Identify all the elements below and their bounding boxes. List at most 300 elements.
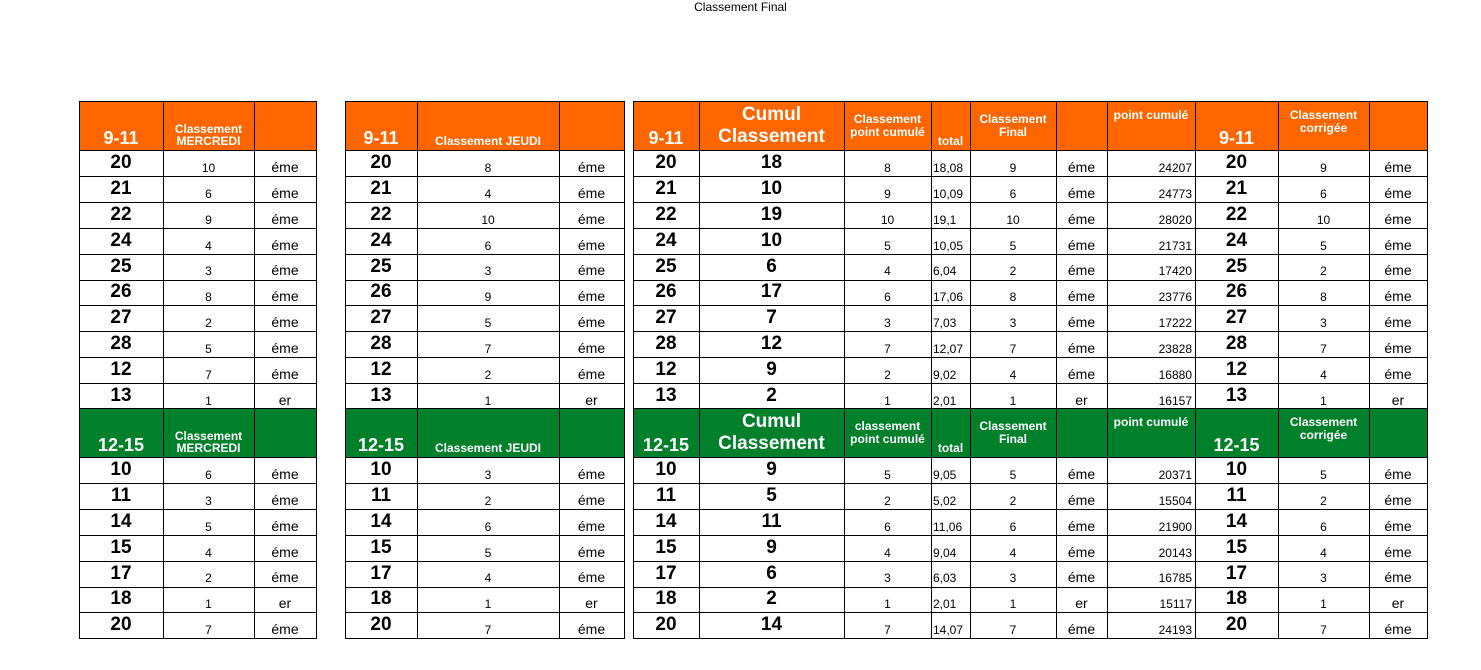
header-cumul-j-1: Cumul Classement bbox=[699, 408, 844, 457]
cell-fin-s0-r0-m: 9 bbox=[1009, 160, 1017, 175]
cell-n-s1-r4-e: 17 bbox=[370, 562, 392, 584]
cell-pts-s0-r2-o: 28020 bbox=[1158, 212, 1192, 227]
cell-cpc-s0-r4-k: 4 bbox=[884, 264, 891, 279]
cell-fin-s0-r3-m: 5 bbox=[1009, 238, 1017, 253]
cell-tot-s0-r2-l: 19,1 bbox=[933, 212, 957, 227]
cell-cum-s0-r1-j: 10 bbox=[760, 177, 783, 199]
header-blank-c-1 bbox=[254, 408, 316, 457]
cell-jeu_s-s0-r8-g: éme bbox=[577, 366, 606, 383]
cell-cor-s0-r7-q: 7 bbox=[1320, 342, 1327, 357]
cell-cum-s1-r4-j: 6 bbox=[766, 562, 777, 584]
cell-n-s0-r2-i: 22 bbox=[655, 203, 677, 225]
header-jeudi-f-1: Classement JEUDI bbox=[417, 408, 559, 457]
cell-cor-s1-r5-q: 1 bbox=[1320, 597, 1327, 612]
cell-mer_s-s0-r5-c: éme bbox=[271, 288, 299, 305]
cell-cpc-s0-r9-k: 1 bbox=[884, 393, 891, 408]
cell-cpc-s0-r5-k: 6 bbox=[884, 290, 891, 305]
cell-n-s0-r4-i: 25 bbox=[655, 255, 677, 277]
header-point_cumule-o-0: point cumulé bbox=[1107, 101, 1195, 150]
cell-n-s1-r1-e: 11 bbox=[370, 484, 392, 506]
cell-fin-s0-r6-m: 3 bbox=[1009, 316, 1017, 331]
cell-mer-s1-r0-b: 6 bbox=[205, 467, 212, 482]
header-group-p-0: 9-11 bbox=[1195, 101, 1278, 150]
cell-n-s1-r0-a: 10 bbox=[110, 458, 132, 480]
cell-cor_s-s0-r8-r: éme bbox=[1384, 366, 1412, 383]
cell-jeu-s1-r0-f: 3 bbox=[484, 467, 492, 482]
cell-n-s0-r1-i: 21 bbox=[655, 177, 677, 199]
cell-fin_s-s1-r2-n: éme bbox=[1067, 517, 1096, 534]
cell-tot-s1-r4-l: 6,03 bbox=[933, 571, 957, 586]
cell-cum-s1-r2-j: 11 bbox=[761, 510, 782, 532]
cell-jeu_s-s0-r5-g: éme bbox=[577, 288, 606, 305]
cell-n-s0-r7-e: 28 bbox=[370, 333, 392, 355]
cell-fin-s1-r2-m: 6 bbox=[1009, 519, 1017, 534]
cell-n-s0-r0-p: 20 bbox=[1225, 151, 1248, 173]
cell-cor_s-s0-r3-r: éme bbox=[1384, 236, 1412, 253]
cell-fin_s-s0-r7-n: éme bbox=[1067, 340, 1096, 357]
cell-cpc-s0-r1-k: 9 bbox=[884, 186, 891, 201]
cell-n-s0-r6-a: 27 bbox=[110, 307, 132, 329]
cell-tot-s0-r7-l: 12,07 bbox=[933, 342, 964, 357]
cell-n-s1-r3-p: 15 bbox=[1225, 536, 1248, 558]
cell-cpc-s0-r0-k: 8 bbox=[884, 160, 891, 175]
cell-mer_s-s0-r6-c: éme bbox=[271, 314, 299, 331]
cell-cor_s-s1-r3-r: éme bbox=[1384, 543, 1412, 560]
cell-tot-s0-r4-l: 6,04 bbox=[933, 264, 957, 279]
cell-cum-s0-r4-j: 6 bbox=[766, 255, 777, 277]
header-total-l-0: total bbox=[931, 101, 970, 150]
cell-fin_s-s1-r0-n: éme bbox=[1067, 465, 1096, 482]
cell-n-s1-r3-i: 15 bbox=[655, 536, 677, 558]
header-final-m-1: Classement Final bbox=[970, 408, 1056, 457]
cell-cpc-s1-r0-k: 5 bbox=[884, 467, 891, 482]
cell-jeu_s-s1-r0-g: éme bbox=[577, 465, 606, 482]
header-point_cumule_classement-k-0: Classement point cumulé bbox=[844, 101, 931, 150]
cell-n-s0-r0-e: 20 bbox=[370, 151, 392, 173]
cell-tot-s1-r1-l: 5,02 bbox=[933, 493, 957, 508]
cell-n-s0-r0-i: 20 bbox=[655, 151, 677, 173]
cell-n-s1-r6-a: 20 bbox=[110, 614, 132, 636]
header-blank-g-0 bbox=[559, 101, 624, 150]
cell-cor-s0-r3-q: 5 bbox=[1320, 238, 1327, 253]
cell-cor_s-s0-r2-r: éme bbox=[1384, 210, 1412, 227]
cell-mer_s-s1-r1-c: éme bbox=[271, 491, 299, 508]
cell-n-s1-r2-i: 14 bbox=[655, 510, 677, 532]
cell-n-s0-r5-i: 26 bbox=[655, 281, 677, 303]
cell-fin-s1-r4-m: 3 bbox=[1009, 571, 1017, 586]
cell-n-s1-r4-i: 17 bbox=[655, 562, 677, 584]
cell-fin_s-s0-r2-n: éme bbox=[1067, 210, 1096, 227]
cell-n-s0-r9-a: 13 bbox=[110, 385, 132, 407]
cell-cum-s0-r7-j: 12 bbox=[760, 333, 783, 355]
cell-jeu_s-s1-r3-g: éme bbox=[577, 543, 606, 560]
cell-jeu-s1-r1-f: 2 bbox=[484, 493, 492, 508]
cell-fin_s-s0-r9-n: er bbox=[1075, 391, 1088, 408]
cell-cum-s0-r0-j: 18 bbox=[760, 151, 783, 173]
cell-n-s1-r1-i: 11 bbox=[655, 484, 677, 506]
cell-fin-s1-r5-m: 1 bbox=[1009, 597, 1017, 612]
cell-cor_s-s1-r1-r: éme bbox=[1384, 491, 1412, 508]
cell-pts-s1-r3-o: 20143 bbox=[1158, 545, 1192, 560]
cell-jeu-s0-r4-f: 3 bbox=[484, 264, 492, 279]
cell-tot-s1-r6-l: 14,07 bbox=[933, 623, 964, 638]
cell-cor_s-s0-r5-r: éme bbox=[1384, 288, 1412, 305]
cell-mer_s-s1-r3-c: éme bbox=[271, 543, 299, 560]
cell-cor_s-s0-r0-r: éme bbox=[1384, 158, 1412, 175]
cell-pts-s0-r4-o: 17420 bbox=[1158, 264, 1192, 279]
cell-cum-s1-r3-j: 9 bbox=[766, 536, 777, 558]
cell-mer_s-s0-r7-c: éme bbox=[271, 340, 299, 357]
cell-n-s1-r4-a: 17 bbox=[110, 562, 132, 584]
cell-cor_s-s0-r6-r: éme bbox=[1384, 314, 1412, 331]
cell-cor-s0-r0-q: 9 bbox=[1320, 160, 1327, 175]
cell-fin-s0-r5-m: 8 bbox=[1009, 290, 1017, 305]
cell-jeu_s-s0-r1-g: éme bbox=[577, 184, 606, 201]
cell-n-s1-r5-i: 18 bbox=[655, 588, 677, 610]
cell-cpc-s0-r7-k: 7 bbox=[884, 342, 891, 357]
cell-fin-s1-r6-m: 7 bbox=[1009, 623, 1017, 638]
cell-fin_s-s0-r1-n: éme bbox=[1067, 184, 1096, 201]
cell-jeu_s-s1-r4-g: éme bbox=[577, 569, 606, 586]
cell-mer_s-s1-r2-c: éme bbox=[271, 517, 299, 534]
cell-n-s0-r7-a: 28 bbox=[110, 333, 132, 355]
cell-jeu-s0-r2-f: 10 bbox=[481, 212, 495, 227]
cell-pts-s0-r0-o: 24207 bbox=[1158, 160, 1192, 175]
cell-tot-s1-r2-l: 11,06 bbox=[933, 519, 963, 534]
cell-cor_s-s1-r4-r: éme bbox=[1384, 569, 1412, 586]
cell-mer-s0-r2-b: 9 bbox=[205, 212, 212, 227]
cell-cor-s0-r6-q: 3 bbox=[1320, 316, 1327, 331]
cell-fin-s0-r4-m: 2 bbox=[1009, 264, 1017, 279]
cell-cpc-s1-r2-k: 6 bbox=[884, 519, 891, 534]
cell-fin_s-s1-r6-n: éme bbox=[1067, 621, 1096, 638]
cell-n-s0-r1-p: 21 bbox=[1225, 177, 1248, 199]
cell-mer_s-s1-r4-c: éme bbox=[271, 569, 299, 586]
cell-fin_s-s0-r3-n: éme bbox=[1067, 236, 1096, 253]
cell-mer-s0-r0-b: 10 bbox=[201, 160, 216, 175]
cell-n-s0-r7-p: 28 bbox=[1225, 333, 1248, 355]
cell-n-s0-r2-p: 22 bbox=[1225, 203, 1248, 225]
header-final-m-0: Classement Final bbox=[970, 101, 1056, 150]
cell-mer-s0-r5-b: 8 bbox=[205, 290, 212, 305]
cell-tot-s0-r1-l: 10,09 bbox=[933, 186, 964, 201]
cell-n-s0-r6-i: 27 bbox=[655, 307, 677, 329]
cell-tot-s0-r5-l: 17,06 bbox=[933, 290, 964, 305]
cell-fin-s0-r2-m: 10 bbox=[1006, 212, 1020, 227]
cell-cor-s1-r0-q: 5 bbox=[1320, 467, 1327, 482]
cell-cpc-s1-r4-k: 3 bbox=[884, 571, 891, 586]
cell-pts-s0-r7-o: 23828 bbox=[1158, 342, 1192, 357]
header-mercredi-b-0: Classement MERCREDI bbox=[163, 101, 254, 150]
cell-tot-s0-r6-l: 7,03 bbox=[933, 316, 957, 331]
cell-cor-s0-r4-q: 2 bbox=[1320, 264, 1327, 279]
header-group-a-0: 9-11 bbox=[79, 101, 163, 150]
cell-fin_s-s1-r1-n: éme bbox=[1067, 491, 1096, 508]
header-blank-c-0 bbox=[254, 101, 316, 150]
cell-mer-s0-r4-b: 3 bbox=[205, 264, 212, 279]
header-total-l-1: total bbox=[931, 408, 970, 457]
cell-cor_s-s0-r9-r: er bbox=[1391, 391, 1405, 408]
cell-cor_s-s0-r4-r: éme bbox=[1384, 262, 1412, 279]
cell-fin_s-s1-r4-n: éme bbox=[1067, 569, 1096, 586]
cell-cpc-s1-r6-k: 7 bbox=[884, 623, 891, 638]
cell-mer_s-s1-r0-c: éme bbox=[271, 465, 299, 482]
cell-cor-s0-r1-q: 6 bbox=[1320, 186, 1327, 201]
cell-mer_s-s1-r5-c: er bbox=[278, 595, 292, 612]
cell-mer_s-s0-r3-c: éme bbox=[271, 236, 299, 253]
cell-cor_s-s1-r5-r: er bbox=[1391, 595, 1405, 612]
header-jeudi-f-0: Classement JEUDI bbox=[417, 101, 559, 150]
cell-fin_s-s0-r6-n: éme bbox=[1067, 314, 1096, 331]
cell-pts-s0-r5-o: 23776 bbox=[1158, 290, 1192, 305]
cell-jeu_s-s1-r1-g: éme bbox=[577, 491, 606, 508]
header-corrigee-q-1: Classement corrigée bbox=[1278, 408, 1369, 457]
cell-n-s1-r6-i: 20 bbox=[655, 614, 677, 636]
cell-n-s0-r9-i: 13 bbox=[655, 385, 677, 407]
cell-n-s0-r9-p: 13 bbox=[1225, 385, 1248, 407]
cell-jeu_s-s1-r6-g: éme bbox=[577, 621, 606, 638]
cell-pts-s1-r0-o: 20371 bbox=[1158, 467, 1192, 482]
page-title: Classement Final bbox=[694, 0, 787, 14]
cell-cor-s0-r9-q: 1 bbox=[1320, 393, 1327, 408]
cell-n-s0-r8-p: 12 bbox=[1225, 359, 1248, 381]
cell-cor_s-s1-r2-r: éme bbox=[1384, 517, 1412, 534]
cell-mer-s1-r4-b: 2 bbox=[205, 571, 212, 586]
cell-mer-s1-r3-b: 4 bbox=[205, 545, 212, 560]
cell-cor_s-s1-r0-r: éme bbox=[1384, 465, 1412, 482]
cell-n-s0-r5-p: 26 bbox=[1225, 281, 1248, 303]
cell-cor-s1-r2-q: 6 bbox=[1320, 519, 1327, 534]
cell-pts-s1-r1-o: 15504 bbox=[1158, 493, 1192, 508]
cell-mer-s1-r2-b: 5 bbox=[205, 519, 212, 534]
cell-cpc-s1-r5-k: 1 bbox=[884, 597, 891, 612]
header-corrigee-q-0: Classement corrigée bbox=[1278, 101, 1369, 150]
cell-jeu-s0-r3-f: 6 bbox=[484, 238, 492, 253]
cell-fin_s-s1-r5-n: er bbox=[1075, 595, 1088, 612]
cell-n-s1-r3-a: 15 bbox=[110, 536, 132, 558]
cell-jeu_s-s1-r5-g: er bbox=[585, 595, 598, 612]
cell-pts-s0-r8-o: 16880 bbox=[1158, 368, 1192, 383]
cell-jeu_s-s1-r2-g: éme bbox=[577, 517, 606, 534]
cell-mer_s-s0-r1-c: éme bbox=[271, 184, 299, 201]
cell-n-s0-r2-a: 22 bbox=[110, 203, 132, 225]
cell-cor-s1-r1-q: 2 bbox=[1320, 493, 1327, 508]
cell-cor-s0-r2-q: 10 bbox=[1316, 212, 1331, 227]
cell-mer-s0-r1-b: 6 bbox=[205, 186, 212, 201]
cell-cum-s0-r6-j: 7 bbox=[766, 307, 777, 329]
cell-jeu-s0-r0-f: 8 bbox=[484, 160, 492, 175]
cell-jeu-s1-r4-f: 4 bbox=[484, 571, 492, 586]
cell-jeu-s0-r7-f: 7 bbox=[484, 342, 492, 357]
header-group-e-0: 9-11 bbox=[345, 101, 417, 150]
cell-mer-s0-r6-b: 2 bbox=[205, 316, 212, 331]
cell-n-s0-r2-e: 22 bbox=[370, 203, 392, 225]
cell-n-s0-r8-e: 12 bbox=[370, 359, 392, 381]
cell-jeu-s0-r5-f: 9 bbox=[484, 290, 492, 305]
cell-jeu-s0-r6-f: 5 bbox=[484, 316, 492, 331]
header-group-a-1: 12-15 bbox=[79, 408, 163, 457]
cell-n-s0-r3-e: 24 bbox=[370, 229, 392, 251]
header-group-i-1: 12-15 bbox=[633, 408, 699, 457]
cell-jeu-s1-r2-f: 6 bbox=[484, 519, 492, 534]
cell-cum-s0-r9-j: 2 bbox=[766, 385, 777, 407]
cell-fin-s0-r1-m: 6 bbox=[1009, 186, 1017, 201]
cell-mer_s-s0-r8-c: éme bbox=[271, 366, 299, 383]
cell-tot-s0-r9-l: 2,01 bbox=[933, 393, 957, 408]
cell-mer-s0-r3-b: 4 bbox=[205, 238, 212, 253]
cell-jeu-s1-r6-f: 7 bbox=[484, 623, 492, 638]
header-cumul-j-0: Cumul Classement bbox=[699, 101, 844, 150]
cell-fin-s0-r9-m: 1 bbox=[1009, 393, 1017, 408]
cell-n-s1-r1-p: 11 bbox=[1226, 484, 1247, 506]
cell-pts-s1-r5-o: 15117 bbox=[1159, 597, 1192, 612]
cell-mer-s1-r6-b: 7 bbox=[205, 623, 212, 638]
cell-mer_s-s0-r4-c: éme bbox=[271, 262, 299, 279]
cell-cor-s1-r3-q: 4 bbox=[1320, 545, 1327, 560]
cell-cum-s1-r6-j: 14 bbox=[760, 614, 783, 636]
cell-cor-s1-r6-q: 7 bbox=[1320, 623, 1327, 638]
cell-jeu_s-s0-r4-g: éme bbox=[577, 262, 606, 279]
cell-mer-s0-r7-b: 5 bbox=[205, 342, 212, 357]
header-mercredi-b-1: Classement MERCREDI bbox=[163, 408, 254, 457]
cell-pts-s0-r3-o: 21731 bbox=[1158, 238, 1192, 253]
cell-pts-s0-r1-o: 24773 bbox=[1158, 186, 1192, 201]
header-point_cumule-o-1: point cumulé bbox=[1107, 408, 1195, 457]
cell-cum-s1-r1-j: 5 bbox=[766, 484, 777, 506]
cell-n-s1-r4-p: 17 bbox=[1225, 562, 1248, 584]
header-group-e-1: 12-15 bbox=[345, 408, 417, 457]
cell-pts-s0-r9-o: 16157 bbox=[1158, 393, 1192, 408]
cell-cor-s0-r8-q: 4 bbox=[1320, 368, 1327, 383]
cell-jeu_s-s0-r0-g: éme bbox=[577, 158, 606, 175]
cell-n-s0-r5-e: 26 bbox=[370, 281, 392, 303]
header-blank-r-0 bbox=[1369, 101, 1427, 150]
cell-jeu-s0-r1-f: 4 bbox=[484, 186, 492, 201]
header-blank-n-0 bbox=[1056, 101, 1107, 150]
cell-cor-s0-r5-q: 8 bbox=[1320, 290, 1327, 305]
cell-cpc-s0-r8-k: 2 bbox=[884, 368, 891, 383]
cell-tot-s1-r3-l: 9,04 bbox=[933, 545, 957, 560]
cell-n-s1-r2-e: 14 bbox=[370, 510, 392, 532]
cell-jeu_s-s0-r3-g: éme bbox=[577, 236, 606, 253]
cell-cor-s1-r4-q: 3 bbox=[1320, 571, 1327, 586]
cell-fin-s1-r1-m: 2 bbox=[1009, 493, 1017, 508]
cell-n-s0-r7-i: 28 bbox=[655, 333, 677, 355]
cell-fin-s0-r7-m: 7 bbox=[1009, 342, 1017, 357]
cell-mer-s1-r5-b: 1 bbox=[205, 597, 212, 612]
cell-tot-s0-r0-l: 18,08 bbox=[933, 160, 964, 175]
cell-n-s1-r5-e: 18 bbox=[370, 588, 392, 610]
cell-jeu_s-s0-r9-g: er bbox=[585, 391, 598, 408]
cell-cor_s-s0-r1-r: éme bbox=[1384, 184, 1412, 201]
cell-jeu_s-s0-r7-g: éme bbox=[577, 340, 606, 357]
cell-n-s0-r8-a: 12 bbox=[110, 359, 132, 381]
cell-fin_s-s0-r0-n: éme bbox=[1067, 158, 1096, 175]
cell-n-s0-r0-a: 20 bbox=[110, 151, 132, 173]
cell-fin-s1-r0-m: 5 bbox=[1009, 467, 1017, 482]
cell-n-s1-r2-a: 14 bbox=[110, 510, 132, 532]
cell-fin_s-s1-r3-n: éme bbox=[1067, 543, 1096, 560]
cell-n-s1-r0-e: 10 bbox=[370, 458, 392, 480]
cell-n-s0-r5-a: 26 bbox=[110, 281, 132, 303]
cell-jeu-s1-r3-f: 5 bbox=[484, 545, 492, 560]
cell-n-s1-r0-i: 10 bbox=[655, 458, 677, 480]
cell-cpc-s1-r1-k: 2 bbox=[884, 493, 891, 508]
header-blank-r-1 bbox=[1369, 408, 1427, 457]
cell-cum-s1-r0-j: 9 bbox=[766, 458, 777, 480]
cell-fin-s0-r8-m: 4 bbox=[1009, 368, 1017, 383]
cell-n-s0-r9-e: 13 bbox=[370, 385, 392, 407]
cell-pts-s1-r4-o: 16785 bbox=[1158, 571, 1192, 586]
cell-jeu_s-s0-r2-g: éme bbox=[577, 210, 606, 227]
cell-n-s1-r2-p: 14 bbox=[1225, 510, 1248, 532]
cell-n-s0-r3-p: 24 bbox=[1225, 229, 1248, 251]
cell-n-s1-r6-p: 20 bbox=[1225, 614, 1248, 636]
cell-pts-s0-r6-o: 17222 bbox=[1158, 316, 1192, 331]
cell-jeu-s0-r8-f: 2 bbox=[484, 368, 492, 383]
cell-n-s1-r1-a: 11 bbox=[110, 484, 132, 506]
cell-n-s1-r3-e: 15 bbox=[370, 536, 392, 558]
header-group-i-0: 9-11 bbox=[633, 101, 699, 150]
cell-jeu-s0-r9-f: 1 bbox=[484, 393, 492, 408]
cell-n-s0-r4-p: 25 bbox=[1225, 255, 1248, 277]
cell-mer_s-s0-r0-c: éme bbox=[271, 158, 299, 175]
cell-cpc-s0-r6-k: 3 bbox=[884, 316, 891, 331]
header-blank-n-1 bbox=[1056, 408, 1107, 457]
cell-tot-s0-r8-l: 9,02 bbox=[933, 368, 957, 383]
cell-mer_s-s1-r6-c: éme bbox=[271, 621, 299, 638]
cell-n-s1-r5-a: 18 bbox=[110, 588, 132, 610]
cell-n-s0-r3-i: 24 bbox=[655, 229, 677, 251]
cell-n-s0-r3-a: 24 bbox=[110, 229, 132, 251]
cell-cum-s0-r5-j: 17 bbox=[760, 281, 783, 303]
cell-cum-s0-r3-j: 10 bbox=[760, 229, 783, 251]
cell-cpc-s0-r3-k: 5 bbox=[884, 238, 891, 253]
cell-mer-s0-r9-b: 1 bbox=[205, 393, 212, 408]
cell-fin_s-s0-r4-n: éme bbox=[1067, 262, 1096, 279]
cell-pts-s1-r2-o: 21900 bbox=[1158, 519, 1192, 534]
cell-cpc-s1-r3-k: 4 bbox=[884, 545, 891, 560]
cell-cum-s0-r8-j: 9 bbox=[766, 359, 777, 381]
cell-cpc-s0-r2-k: 10 bbox=[880, 212, 895, 227]
cell-n-s0-r4-e: 25 bbox=[370, 255, 392, 277]
cell-mer_s-s0-r2-c: éme bbox=[271, 210, 299, 227]
cell-mer_s-s0-r9-c: er bbox=[278, 391, 292, 408]
cell-mer-s1-r1-b: 3 bbox=[205, 493, 212, 508]
cell-mer-s0-r8-b: 7 bbox=[205, 368, 212, 383]
cell-tot-s1-r0-l: 9,05 bbox=[933, 467, 957, 482]
header-point_cumule_classement-k-1: classement point cumulé bbox=[844, 408, 931, 457]
cell-pts-s1-r6-o: 24193 bbox=[1158, 623, 1192, 638]
cell-jeu-s1-r5-f: 1 bbox=[484, 597, 492, 612]
cell-fin_s-s0-r5-n: éme bbox=[1067, 288, 1096, 305]
cell-fin-s1-r3-m: 4 bbox=[1009, 545, 1017, 560]
cell-tot-s0-r3-l: 10,05 bbox=[933, 238, 964, 253]
cell-cor_s-s0-r7-r: éme bbox=[1384, 340, 1412, 357]
cell-n-s0-r6-p: 27 bbox=[1225, 307, 1248, 329]
cell-fin_s-s0-r8-n: éme bbox=[1067, 366, 1096, 383]
cell-n-s0-r1-e: 21 bbox=[370, 177, 392, 199]
cell-n-s0-r6-e: 27 bbox=[370, 307, 392, 329]
cell-n-s1-r6-e: 20 bbox=[370, 614, 392, 636]
cell-cum-s0-r2-j: 19 bbox=[760, 203, 783, 225]
cell-tot-s1-r5-l: 2,01 bbox=[933, 597, 957, 612]
cell-n-s0-r8-i: 12 bbox=[655, 359, 677, 381]
header-blank-g-1 bbox=[559, 408, 624, 457]
cell-cor_s-s1-r6-r: éme bbox=[1384, 621, 1412, 638]
header-group-p-1: 12-15 bbox=[1195, 408, 1278, 457]
cell-cum-s1-r5-j: 2 bbox=[766, 588, 777, 610]
